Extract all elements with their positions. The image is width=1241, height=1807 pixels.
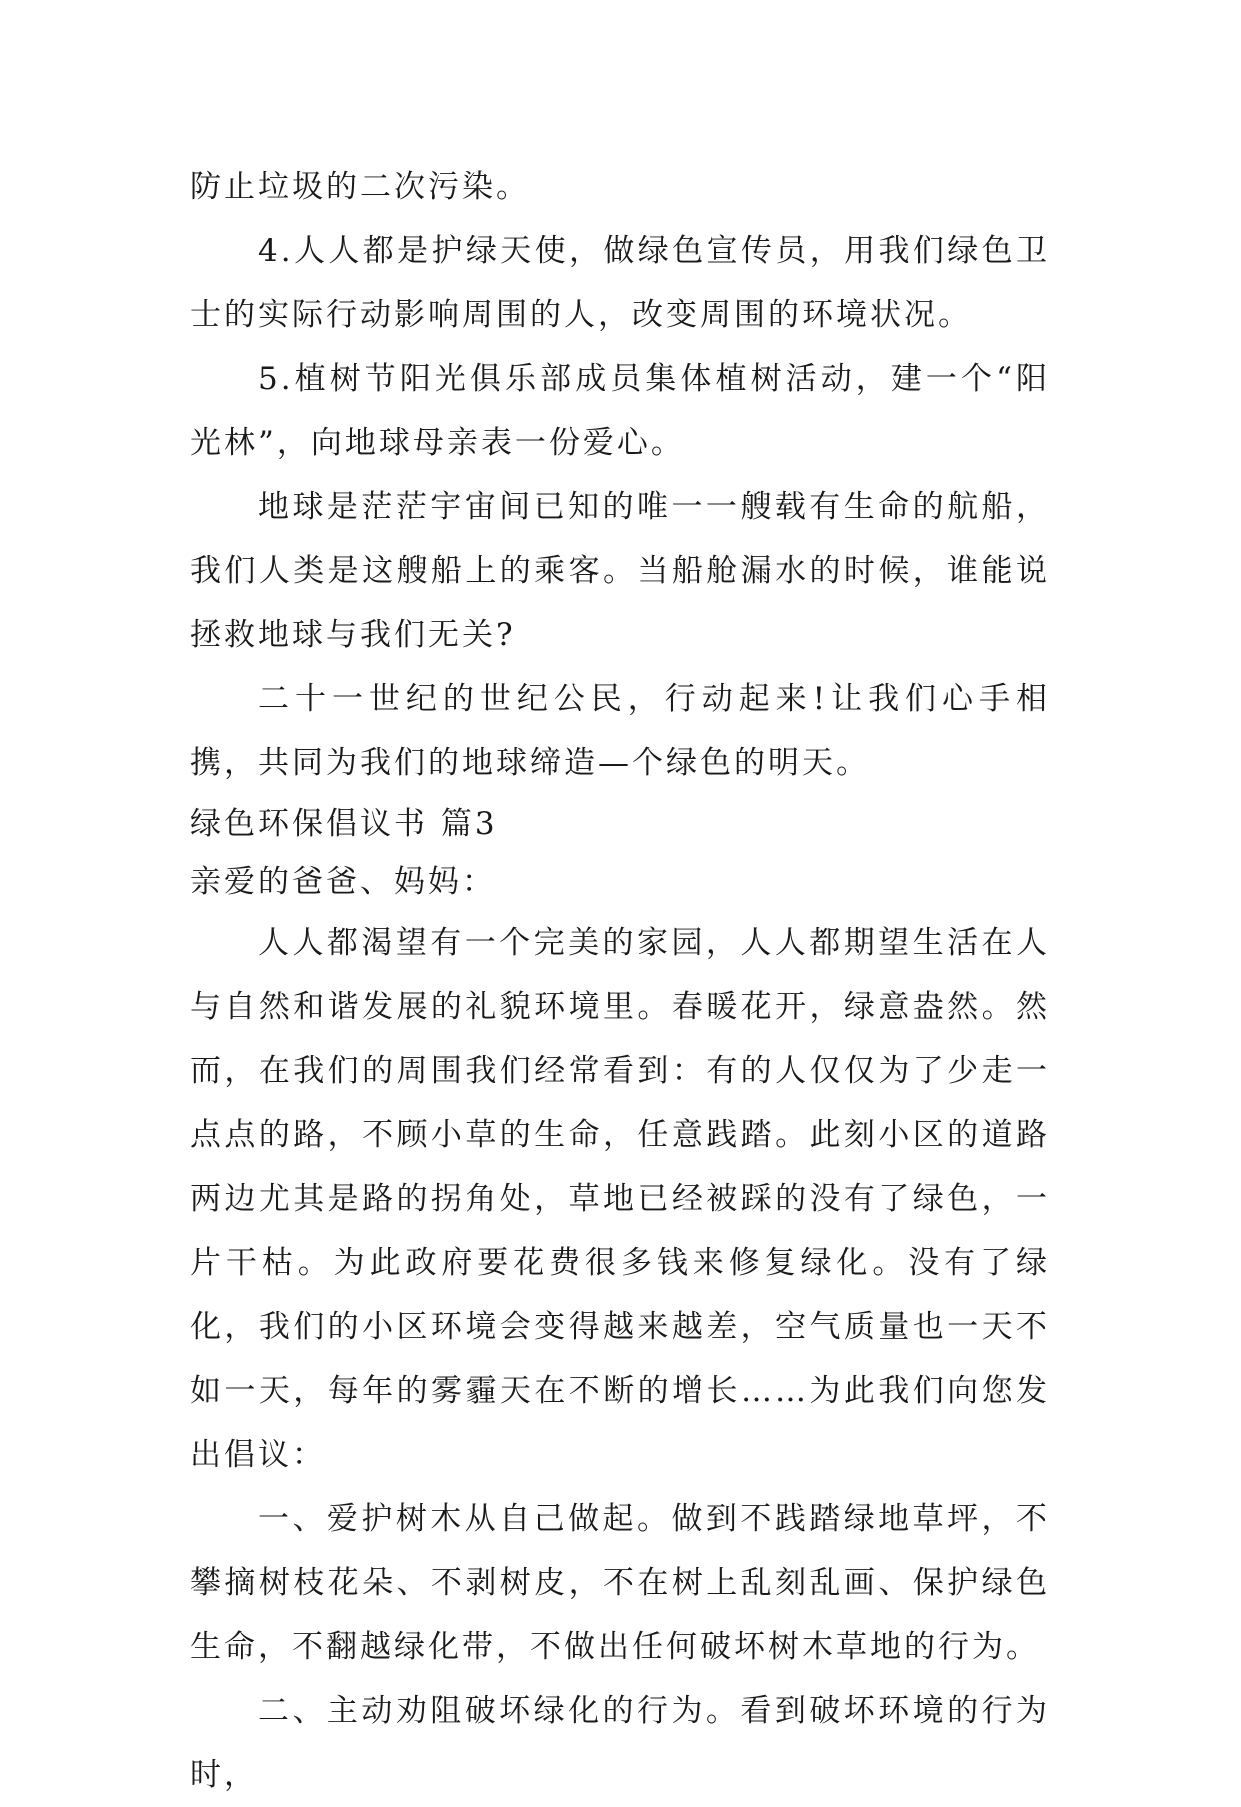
paragraph: 4.人人都是护绿天使，做绿色宣传员，用我们绿色卫士的实际行动影响周围的人，改变周围的环境状况。 — [190, 233, 1050, 333]
paragraph: 人人都渴望有一个完美的家园，人人都期望生活在人与自然和谐发展的礼貌环境里。春暖花开，绿意盎然。然而，在我们的周围我们经常看到：有的人仅仅为了少走一点点的路，不顾小草的生命，任意践踏。此刻小区的道路两边尤其是路的拐角处，草地已经被踩的没有了绿色，一片干枯。为此政府要花费很多钱来修复绿化。没有了绿化，我们的小区环境会变得越来越差，空气质量也一天不如一天，每年的雾霾天在不断的增长……为此我们向您发出倡议： — [190, 925, 1050, 1473]
section-title: 绿色环保倡议书 篇3 — [190, 806, 498, 842]
paragraph: 防止垃圾的二次污染。 — [190, 169, 530, 205]
paragraph: 二、主动劝阻破坏绿化的行为。看到破坏环境的行为时， — [190, 1693, 1050, 1793]
paragraph: 地球是茫茫宇宙间已知的唯一一艘载有生命的航船，我们人类是这艘船上的乘客。当船舱漏水的时候，谁能说拯救地球与我们无关? — [190, 489, 1050, 653]
paragraph: 一、爱护树木从自己做起。做到不践踏绿地草坪，不攀摘树枝花朵、不剥树皮，不在树上乱刻乱画、保护绿色生命，不翻越绿化带，不做出任何破坏树木草地的行为。 — [190, 1501, 1050, 1665]
paragraph: 5.植树节阳光俱乐部成员集体植树活动，建一个“阳光林”，向地球母亲表一份爱心。 — [190, 361, 1050, 461]
salutation: 亲爱的爸爸、妈妈： — [190, 864, 496, 900]
document-body — [190, 155, 1050, 1807]
paragraph: 二十一世纪的世纪公民，行动起来!让我们心手相携，共同为我们的地球缔造—个绿色的明天。 — [190, 681, 1050, 781]
